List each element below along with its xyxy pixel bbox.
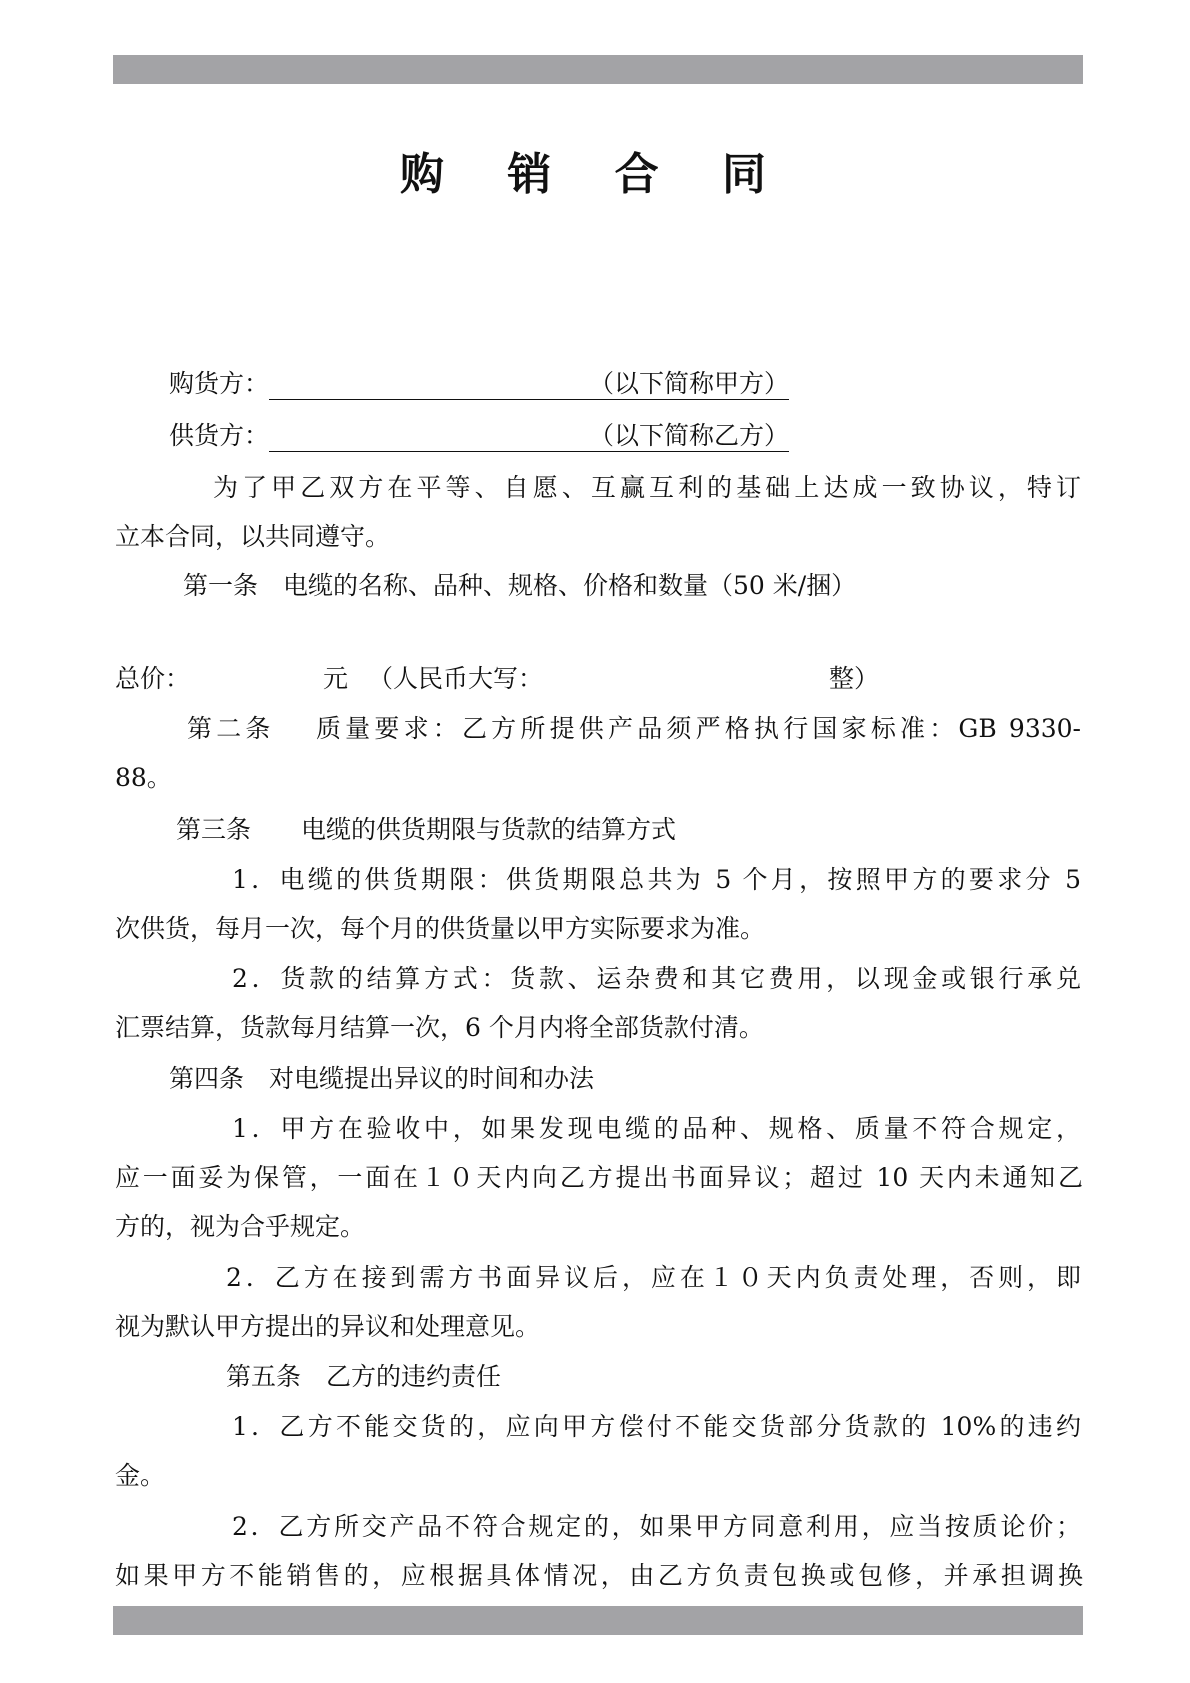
a4-clause-1-line-3: 方的，视为合乎规定。 [115,1212,366,1241]
a4-clause-2-line-1: 2．乙方在接到需方书面异议后，应在１０天内负责处理，否则，即 [226,1263,1081,1292]
buyer-label: 购货方： [169,369,270,398]
a5-clause-2-line-1: 2．乙方所交产品不符合规定的，如果甲方同意利用，应当按质论价； [232,1512,1081,1541]
seller-note: （以下简称乙方） [589,421,790,450]
a5-clause-2-line-2: 如果甲方不能销售的，应根据具体情况，由乙方负责包换或包修，并承担调换 [115,1561,1083,1590]
article-2-line-2: 88。 [115,763,172,792]
a4-clause-1-line-1: 1．甲方在验收中，如果发现电缆的品种、规格、质量不符合规定， [232,1114,1081,1143]
a5-clause-1-line-1: 1．乙方不能交货的，应向甲方偿付不能交货部分货款的 10%的违约 [232,1412,1081,1441]
total-price-line [115,661,1083,697]
seller-label: 供货方： [169,421,270,450]
footer-bar [113,1606,1083,1635]
intro-line-1: 为了甲乙双方在平等、自愿、互赢互利的基础上达成一致协议，特订 [213,473,1081,502]
seller-line [169,418,869,454]
buyer-field[interactable] [269,369,789,400]
article-5-heading: 第五条 乙方的违约责任 [226,1362,502,1391]
total-end: 整） [829,664,880,693]
article-2-line-1: 第二条 质量要求：乙方所提供产品须严格执行国家标准：GB 9330- [187,714,1081,743]
header-bar [113,55,1083,84]
article-4-heading: 第四条 对电缆提出异议的时间和办法 [169,1064,595,1093]
a4-clause-2-line-2: 视为默认甲方提出的异议和处理意见。 [115,1312,541,1341]
a3-clause-1-line-2: 次供货，每月一次，每个月的供货量以甲方实际要求为准。 [115,914,766,943]
seller-field[interactable] [269,421,789,452]
total-label: 总价： [115,664,191,693]
buyer-line [169,366,869,402]
total-unit: 元 [323,664,349,693]
article-1-heading: 第一条 电缆的名称、品种、规格、价格和数量（50 米/捆） [183,571,857,600]
a3-clause-2-line-2: 汇票结算，货款每月结算一次，6 个月内将全部货款付清。 [115,1013,764,1042]
a4-clause-1-line-2: 应一面妥为保管，一面在１０天内向乙方提出书面异议；超过 10 天内未通知乙 [115,1163,1083,1192]
a3-clause-2-line-1: 2．货款的结算方式：货款、运杂费和其它费用，以现金或银行承兑 [232,964,1081,993]
total-rmb-label: （人民币大写： [368,664,544,693]
article-3-heading: 第三条 电缆的供货期限与货款的结算方式 [176,815,677,844]
buyer-note: （以下简称甲方） [589,369,790,398]
document-title: 购 销 合 同 [400,149,790,200]
a3-clause-1-line-1: 1．电缆的供货期限：供货期限总共为 5 个月，按照甲方的要求分 5 [232,865,1081,894]
intro-line-2: 立本合同，以共同遵守。 [115,522,391,551]
a5-clause-1-line-2: 金。 [115,1461,166,1490]
